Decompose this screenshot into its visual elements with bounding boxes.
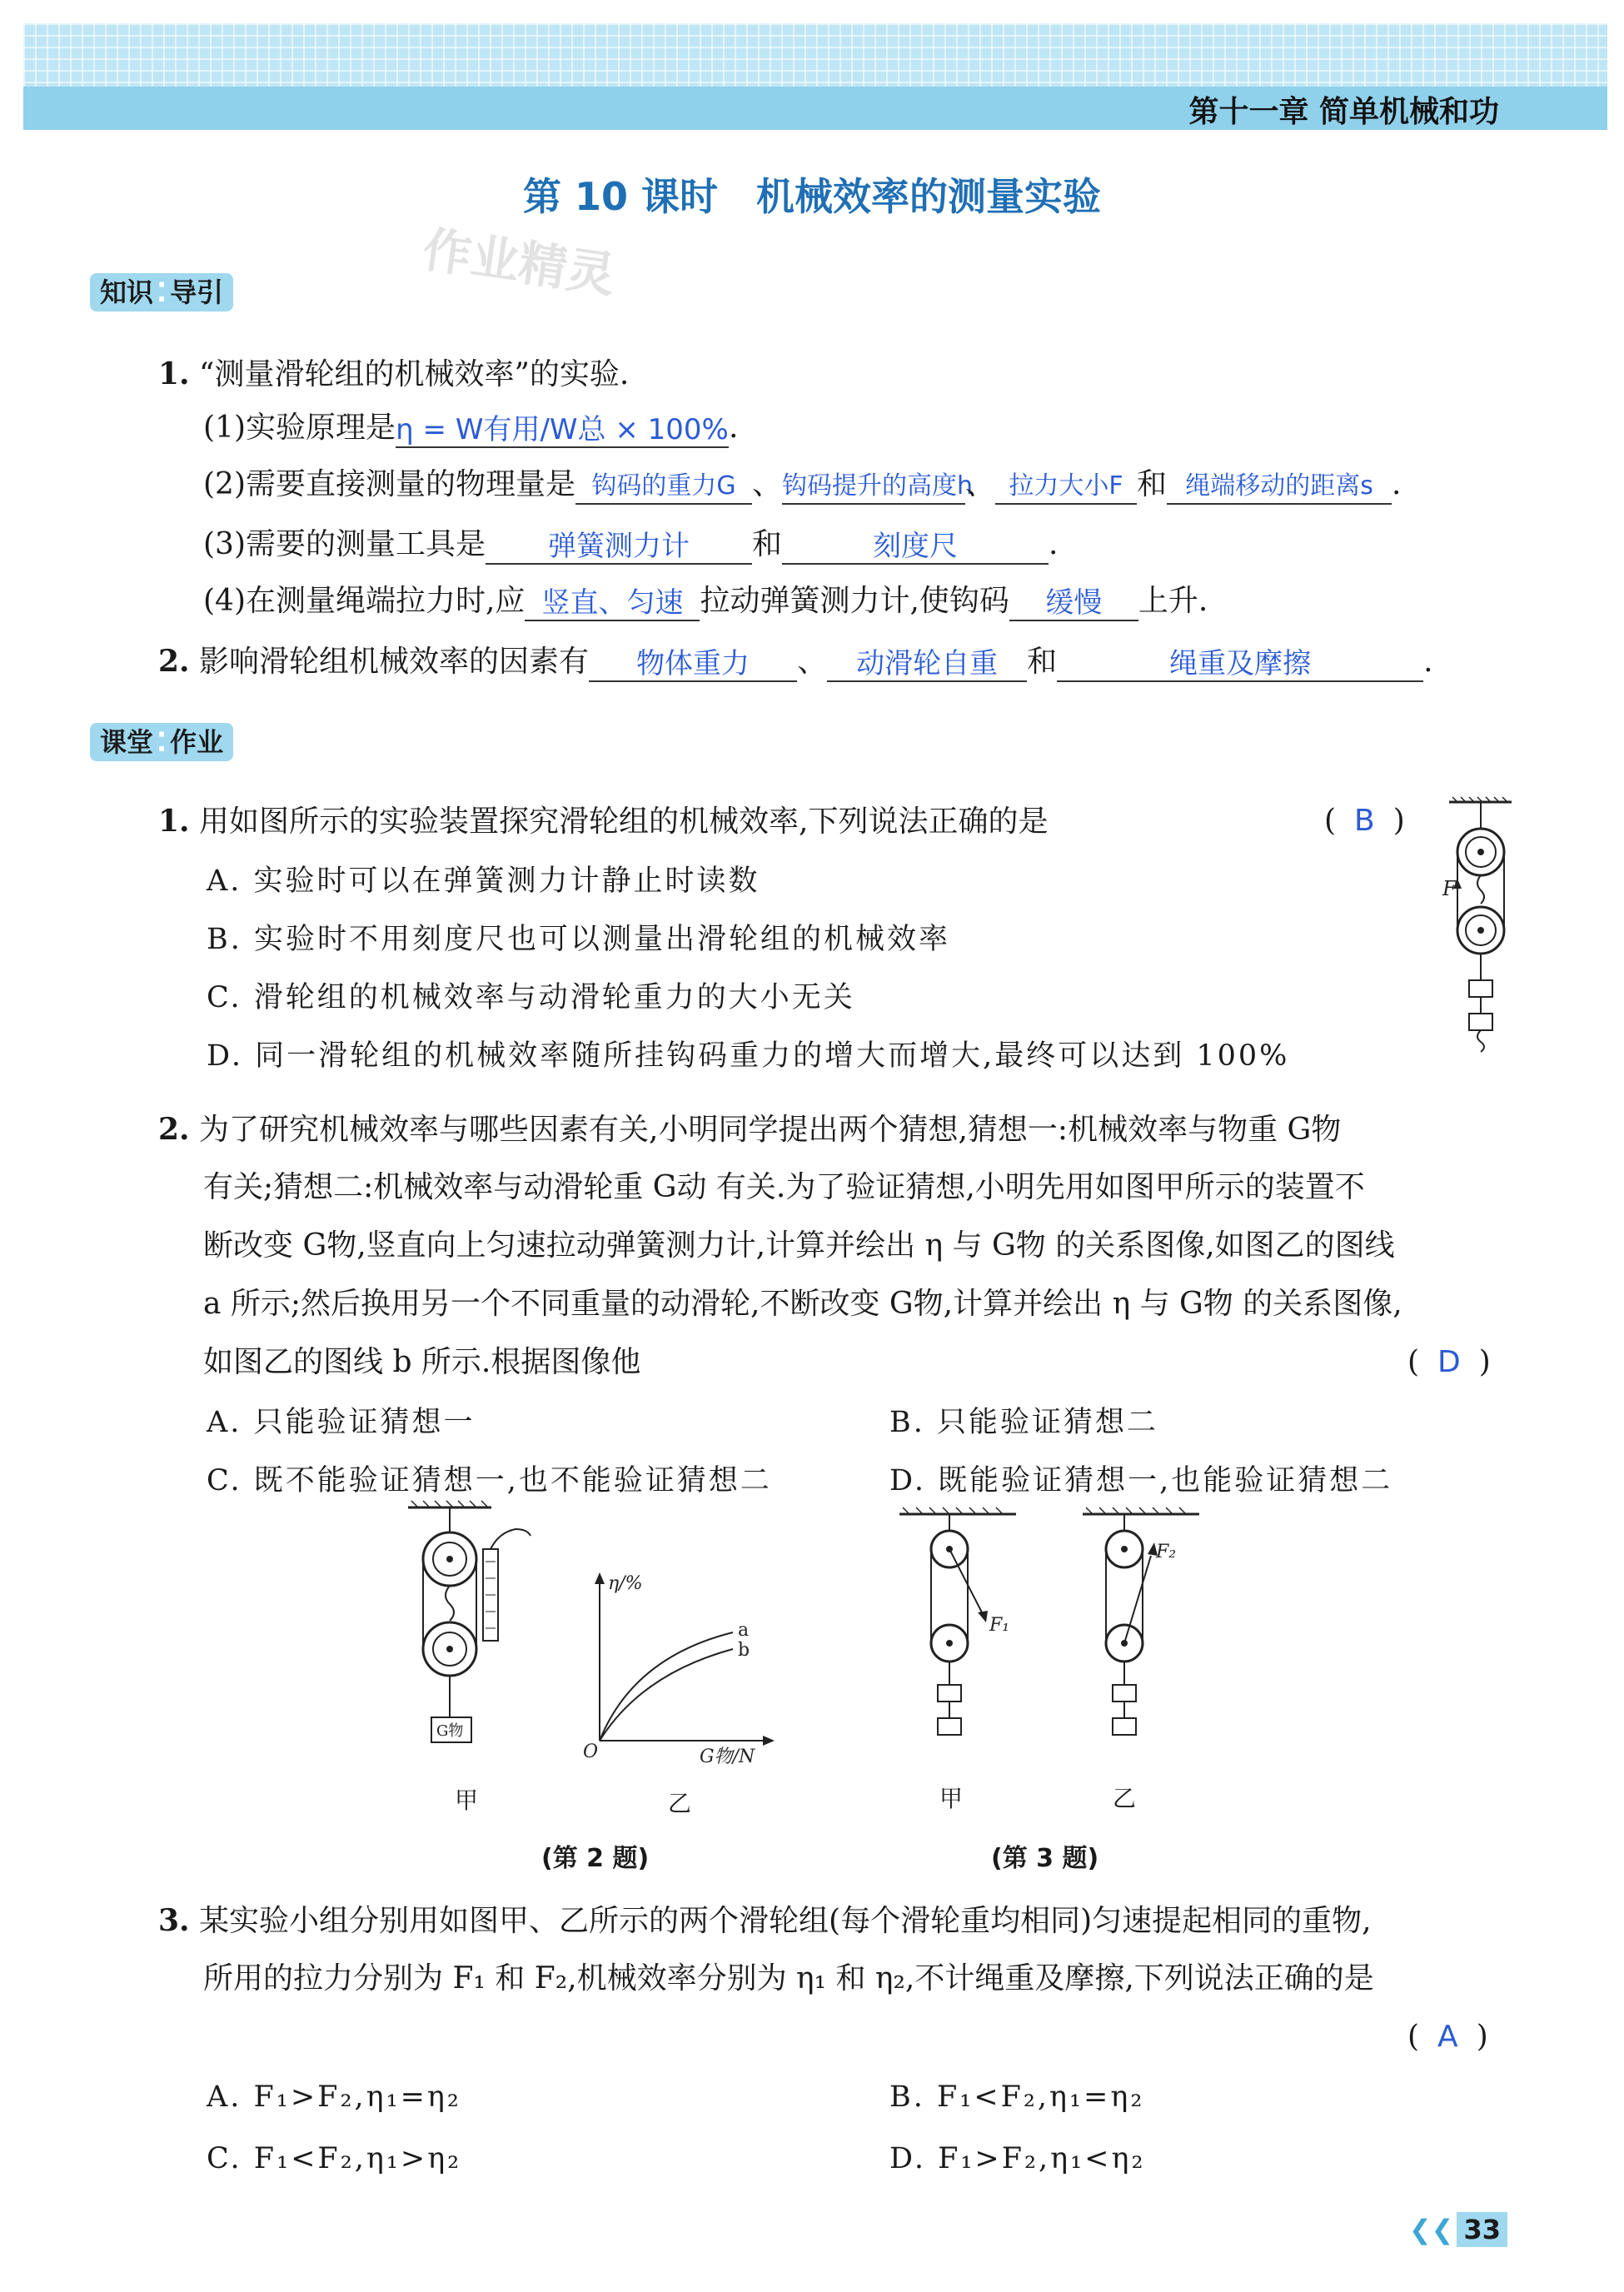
q2-fig-graph: [575, 1566, 791, 1766]
section-tag-left: 课堂: [100, 726, 154, 758]
q3-fig-yi: [1074, 1506, 1208, 1756]
c-q2-line-4: a 所示;然后换用另一个不同重量的动滑轮,不断改变 G物,计算并绘出 η 与 G物 的关系图像,: [203, 1287, 1402, 1321]
question-stem: 用如图所示的实验装置探究滑轮组的机械效率,下列说法正确的是: [199, 805, 1049, 839]
punct: .: [729, 411, 739, 445]
answer-blank[interactable]: 刻度尺: [782, 526, 1049, 565]
answer-blank[interactable]: 缓慢: [1009, 583, 1138, 621]
answer-blank[interactable]: 弹簧测力计: [486, 526, 752, 565]
question-text: 某实验小组分别用如图甲、乙所示的两个滑轮组(每个滑轮重均相同)匀速提起相同的重物,: [199, 1904, 1372, 1938]
option[interactable]: B. F₁<F₂,η₁=η₂: [889, 2080, 1145, 2114]
c-q2-line-5: 如图乙的图线 b 所示.根据图像他: [203, 1345, 641, 1379]
option[interactable]: A. 只能验证猜想一: [207, 1406, 476, 1439]
c-q1-answer: ( B ): [1324, 804, 1405, 838]
prompt-text: 拉动弹簧测力计,使钩码: [700, 584, 1009, 618]
chapter-title: 第十一章 简单机械和功: [1188, 95, 1499, 129]
curve-b-label: b: [738, 1640, 750, 1661]
watermark: 作业精灵: [419, 221, 619, 304]
answer-letter[interactable]: D: [1437, 1345, 1461, 1379]
punct: .: [1392, 467, 1402, 501]
punct: 、: [797, 645, 828, 679]
answer-blank[interactable]: η = W有用/W总 × 100%: [396, 410, 729, 448]
answer-blank[interactable]: 绳端移动的距离s: [1167, 466, 1392, 505]
lesson-title: 第 10 课时 机械效率的测量实验: [522, 174, 1102, 219]
punct: .: [1423, 645, 1433, 679]
k-q1-p4: [203, 581, 1208, 621]
prompt-text: (4)在测量绳端拉力时,应: [203, 584, 526, 618]
option[interactable]: C. F₁<F₂,η₁>η₂: [207, 2142, 462, 2175]
q1-pulley-figure: [1432, 795, 1524, 1062]
punct: 、: [965, 467, 996, 501]
c-q3-line-2: 所用的拉力分别为 F₁ 和 F₂,机械效率分别为 η₁ 和 η₂,不计绳重及摩擦,下列说法正确的是: [203, 1961, 1374, 1996]
fig3-yi-label: 乙: [1113, 1785, 1137, 1812]
x-axis-label: G物/N: [700, 1746, 755, 1766]
answer-blank[interactable]: 钩码的重力G: [575, 466, 752, 505]
c-q3-answer: ( A ): [1407, 2020, 1488, 2054]
prompt-text: 上升.: [1138, 584, 1208, 618]
k-q1-p2: [203, 465, 1402, 505]
page-number-value: 33: [1457, 2212, 1507, 2247]
page-number: [1409, 2214, 1507, 2245]
punct: .: [1049, 527, 1059, 561]
fig2-jia-label: 甲: [455, 1786, 479, 1814]
answer-blank[interactable]: 绳重及摩擦: [1057, 644, 1423, 682]
option[interactable]: A. 实验时可以在弹簧测力计静止时读数: [207, 864, 760, 898]
section-tag-classwork: 课堂 ⁚ 作业: [90, 723, 233, 761]
q2-fig-jia: [391, 1499, 541, 1774]
section-tag-knowledge: 知识 ⁚ 导引: [90, 273, 233, 311]
c-q2-answer: ( D ): [1407, 1345, 1491, 1379]
section-tag-right: 作业: [170, 726, 224, 758]
option[interactable]: D. F₁>F₂,η₁<η₂: [889, 2142, 1146, 2175]
curve-a-label: a: [738, 1620, 750, 1641]
force-label: F: [1442, 877, 1457, 900]
prompt-text: (2)需要直接测量的物理量是: [203, 467, 575, 501]
option[interactable]: B. 只能验证猜想二: [889, 1406, 1158, 1439]
question-stem: “测量滑轮组的机械效率”的实验.: [199, 357, 630, 391]
option[interactable]: A. F₁>F₂,η₁=η₂: [207, 2080, 461, 2114]
answer-blank[interactable]: 物体重力: [589, 644, 797, 682]
option[interactable]: C. 滑轮组的机械效率与动滑轮重力的大小无关: [207, 981, 855, 1014]
question-number: 1.: [158, 804, 190, 839]
force-f2-label: F₂: [1156, 1542, 1177, 1562]
k-q1-p3: [203, 525, 1058, 565]
force-f1-label: F₁: [989, 1615, 1010, 1636]
c-q3-line-1: [158, 1901, 1372, 1941]
punct: 和: [752, 527, 783, 561]
answer-blank[interactable]: 钩码提升的高度h: [782, 466, 965, 505]
weight-label: G物: [436, 1722, 464, 1740]
question-number: 2.: [158, 1112, 190, 1147]
chevron-left-icon: ❮❮: [1408, 2214, 1454, 2245]
c-q2-line-3: 断改变 G物,竖直向上匀速拉动弹簧测力计,计算并绘出 η 与 G物 的关系图像,如图乙的图线: [203, 1228, 1395, 1263]
question-number: 1.: [158, 356, 190, 391]
punct: 、: [752, 467, 783, 501]
question-number: 3.: [158, 1903, 190, 1938]
punct: 和: [1027, 645, 1058, 679]
option[interactable]: D. 既能验证猜想一,也能验证猜想二: [889, 1464, 1393, 1497]
y-axis-label: η/%: [608, 1573, 643, 1594]
k-q1-p1: [203, 408, 738, 448]
option[interactable]: C. 既不能验证猜想一,也不能验证猜想二: [207, 1464, 772, 1497]
fig3-jia-label: 甲: [939, 1785, 964, 1812]
answer-blank[interactable]: 拉力大小F: [995, 466, 1137, 505]
option[interactable]: D. 同一滑轮组的机械效率随所挂钩码重力的增大而增大,最终可以达到 100%: [207, 1039, 1290, 1073]
prompt-text: (3)需要的测量工具是: [203, 527, 486, 561]
c-q2-line-1: [158, 1109, 1341, 1150]
section-tag-right: 导引: [170, 277, 224, 308]
c-q2-line-2: 有关;猜想二:机械效率与动滑轮重 G动 有关.为了验证猜想,小明先用如图甲所示的装置不: [203, 1170, 1365, 1204]
k-q1-stem: [158, 354, 629, 395]
answer-letter[interactable]: B: [1354, 804, 1375, 838]
question-text: 为了研究机械效率与哪些因素有关,小明同学提出两个猜想,猜想一:机械效率与物重 G物: [199, 1113, 1342, 1147]
origin-label: O: [583, 1741, 599, 1762]
answer-blank[interactable]: 动滑轮自重: [827, 644, 1027, 682]
punct: 和: [1137, 467, 1168, 501]
section-tag-left: 知识: [100, 277, 154, 308]
prompt-text: 影响滑轮组机械效率的因素有: [199, 645, 590, 679]
k-q2: [158, 641, 1433, 682]
question-number: 2.: [158, 644, 190, 679]
c-q1-stem: [158, 801, 1049, 842]
prompt-text: (1)实验原理是: [203, 411, 396, 445]
fig2-yi-label: 乙: [668, 1790, 692, 1817]
fig2-caption: (第 2 题): [541, 1844, 650, 1873]
option[interactable]: B. 实验时不用刻度尺也可以测量出滑轮组的机械效率: [207, 923, 950, 956]
q3-fig-jia: [891, 1506, 1024, 1756]
answer-letter[interactable]: A: [1437, 2020, 1458, 2054]
fig3-caption: (第 3 题): [991, 1844, 1099, 1873]
answer-blank[interactable]: 竖直、匀速: [525, 583, 700, 621]
